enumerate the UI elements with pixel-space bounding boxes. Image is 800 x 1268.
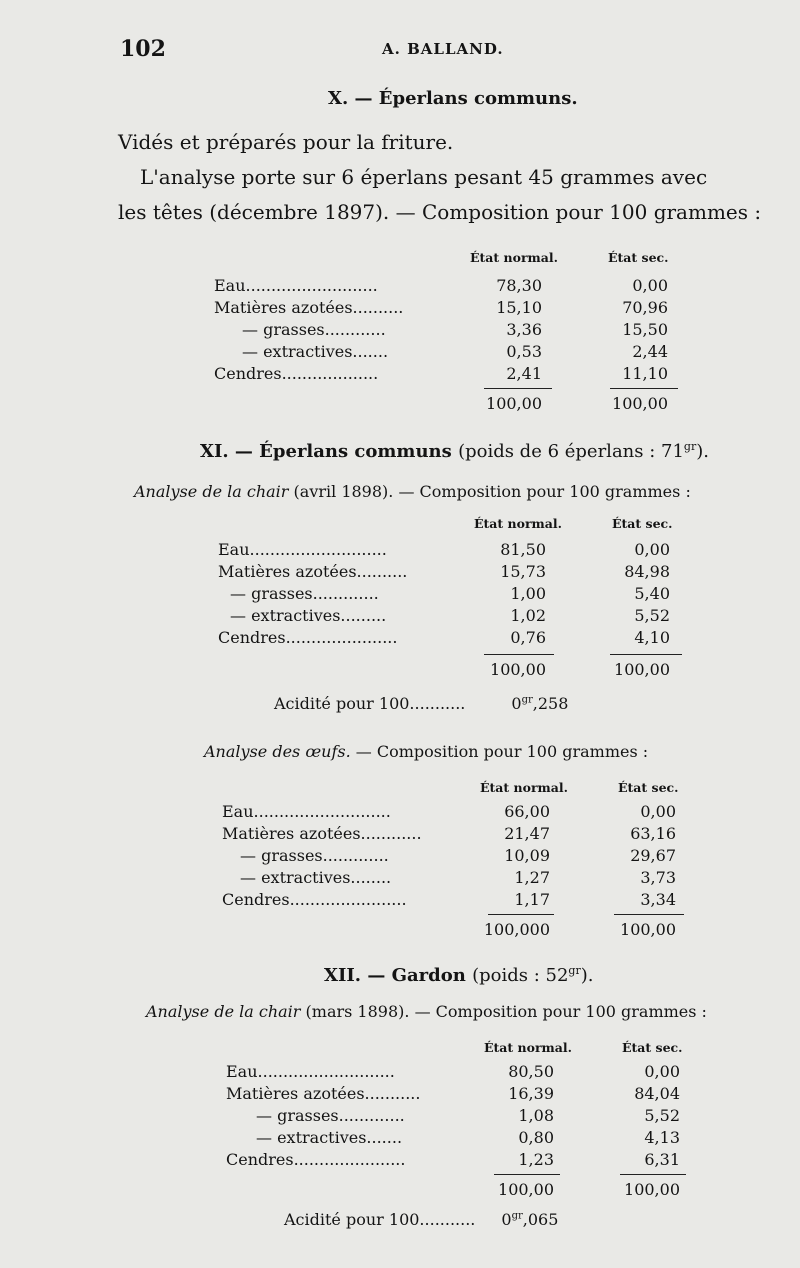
table-cell-normal: 10,09 <box>504 846 550 865</box>
col-header-normal: État normal. <box>480 780 568 795</box>
table-cell-normal: 2,41 <box>506 364 542 383</box>
table-total-sec: 100,00 <box>620 920 676 939</box>
sum-rule <box>614 914 684 915</box>
table-cell-sec: 0,00 <box>644 1062 680 1081</box>
table-row-label: — grasses............. <box>230 584 379 603</box>
table-total-sec: 100,00 <box>624 1180 680 1199</box>
col-header-normal: État normal. <box>470 250 558 265</box>
table-cell-normal: 0,80 <box>518 1128 554 1147</box>
section-x-line1: Vidés et préparés pour la friture. <box>118 130 454 154</box>
table-cell-normal: 15,73 <box>500 562 546 581</box>
table-row-label: Eau.......................... <box>214 276 378 295</box>
table-cell-sec: 84,98 <box>624 562 670 581</box>
table-cell-sec: 3,34 <box>640 890 676 909</box>
table-cell-normal: 0,76 <box>510 628 546 647</box>
chair-analysis-heading: Analyse de la chair (avril 1898). — Composition pour 100 grammes : <box>134 482 691 501</box>
table-cell-sec: 11,10 <box>622 364 668 383</box>
running-head: A. BALLAND. <box>382 40 504 58</box>
table-row-label: Eau........................... <box>226 1062 395 1081</box>
table-cell-sec: 15,50 <box>622 320 668 339</box>
section-xi-title: XI. — Éperlans communs (poids de 6 éperlans : $71^{gr}$). <box>200 440 709 462</box>
chair-analysis-heading: Analyse de la chair (mars 1898). — Composition pour 100 grammes : <box>146 1002 707 1021</box>
table-cell-normal: 1,27 <box>514 868 550 887</box>
table-cell-normal: 16,39 <box>508 1084 554 1103</box>
sum-rule <box>620 1174 686 1175</box>
table-cell-normal: 66,00 <box>504 802 550 821</box>
table-cell-sec: 5,40 <box>634 584 670 603</box>
col-header-sec: État sec. <box>608 250 669 265</box>
table-row-label: Cendres................... <box>214 364 379 383</box>
table-cell-sec: 3,73 <box>640 868 676 887</box>
table-row-label: Matières azotées.......... <box>218 562 408 581</box>
table-cell-normal: 80,50 <box>508 1062 554 1081</box>
section-x-line3: les têtes (décembre 1897). — Composition pour 100 grammes : <box>118 200 762 224</box>
table-row-label: Eau........................... <box>222 802 391 821</box>
table-total-sec: 100,00 <box>612 394 668 413</box>
sum-rule <box>484 654 554 655</box>
table-row-label: Cendres....................... <box>222 890 407 909</box>
table-cell-sec: 2,44 <box>632 342 668 361</box>
table-total-normal: 100,000 <box>483 920 550 939</box>
table-total-normal: 100,00 <box>490 660 546 679</box>
sum-rule <box>494 1174 560 1175</box>
table-row-label: — grasses............. <box>256 1106 405 1125</box>
table-total-sec: 100,00 <box>614 660 670 679</box>
col-header-normal: État normal. <box>474 516 562 531</box>
table-cell-normal: 1,00 <box>510 584 546 603</box>
table-cell-sec: 0,00 <box>634 540 670 559</box>
table-cell-normal: 78,30 <box>496 276 542 295</box>
table-cell-normal: 3,36 <box>506 320 542 339</box>
table-cell-sec: 0,00 <box>640 802 676 821</box>
sum-rule <box>488 914 554 915</box>
table-cell-sec: 63,16 <box>630 824 676 843</box>
table-cell-normal: 1,08 <box>518 1106 554 1125</box>
table-cell-sec: 6,31 <box>644 1150 680 1169</box>
oeufs-analysis-heading: Analyse des œufs. — Composition pour 100 grammes : <box>204 742 649 761</box>
col-header-sec: État sec. <box>622 1040 683 1055</box>
table-cell-sec: 0,00 <box>632 276 668 295</box>
table-row-label: — grasses............. <box>240 846 389 865</box>
sum-rule <box>610 654 682 655</box>
table-cell-normal: 1,23 <box>518 1150 554 1169</box>
table-row-label: Matières azotées............ <box>222 824 422 843</box>
table-row-label: — extractives....... <box>256 1128 403 1147</box>
page-number: 102 <box>120 36 166 62</box>
table-row-label: — extractives........ <box>240 868 392 887</box>
sum-rule <box>484 388 552 389</box>
table-cell-normal: 15,10 <box>496 298 542 317</box>
table-row-label: — grasses............ <box>242 320 386 339</box>
table-row-label: — extractives....... <box>242 342 389 361</box>
table-cell-sec: 4,10 <box>634 628 670 647</box>
table-row-label: Cendres...................... <box>218 628 398 647</box>
table-cell-sec: 70,96 <box>622 298 668 317</box>
col-header-normal: État normal. <box>484 1040 572 1055</box>
col-header-sec: État sec. <box>612 516 673 531</box>
section-xii-title: XII. — Gardon (poids : $52^{gr}$). <box>324 964 594 986</box>
table-row-label: Matières azotées........... <box>226 1084 421 1103</box>
section-x-title: X. — Éperlans communs. <box>328 88 578 109</box>
table-cell-normal: 0,53 <box>506 342 542 361</box>
table-row-label: Matières azotées.......... <box>214 298 404 317</box>
table-total-normal: 100,00 <box>486 394 542 413</box>
table-cell-normal: 81,50 <box>500 540 546 559</box>
acidity-line: Acidité pour 100........... $0^{gr},065$ <box>284 1210 559 1229</box>
table-row-label: — extractives......... <box>230 606 387 625</box>
table-cell-normal: 1,17 <box>514 890 550 909</box>
table-row-label: Eau........................... <box>218 540 387 559</box>
section-x-line2: L'analyse porte sur 6 éperlans pesant 45 grammes avec <box>140 165 708 189</box>
table-cell-sec: 5,52 <box>634 606 670 625</box>
sum-rule <box>610 388 678 389</box>
table-cell-normal: 1,02 <box>510 606 546 625</box>
table-cell-sec: 4,13 <box>644 1128 680 1147</box>
table-row-label: Cendres...................... <box>226 1150 406 1169</box>
col-header-sec: État sec. <box>618 780 679 795</box>
table-total-normal: 100,00 <box>498 1180 554 1199</box>
table-cell-normal: 21,47 <box>504 824 550 843</box>
table-cell-sec: 5,52 <box>644 1106 680 1125</box>
acidity-line: Acidité pour 100........... $0^{gr},258$ <box>274 694 569 713</box>
table-cell-sec: 29,67 <box>630 846 676 865</box>
table-cell-sec: 84,04 <box>634 1084 680 1103</box>
